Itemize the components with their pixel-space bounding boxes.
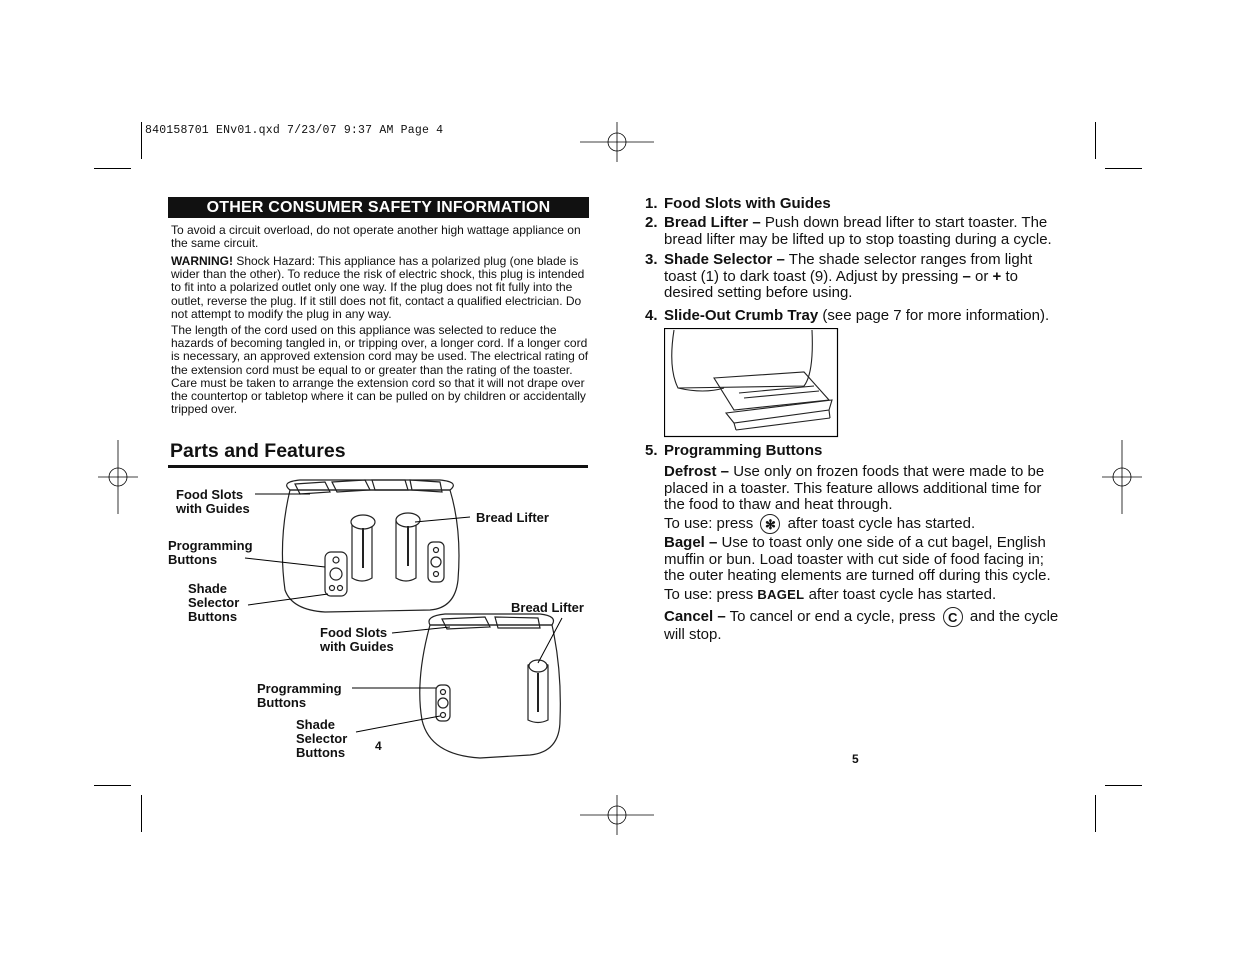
safety-paragraph-circuit: To avoid a circuit overload, do not operate another high wattage appliance on the same circuit.	[171, 223, 581, 251]
label-food-slots-2: Food Slots with Guides	[320, 625, 394, 654]
item-shade-selector: 3. Shade Selector – The shade selector ranges from light toast (1) to dark toast (9). Adjust by pressing – or + to desired setting before using.	[645, 251, 1033, 301]
crumb-tray-illustration	[664, 328, 839, 438]
label-food-slots-1: Food Slots with Guides	[176, 487, 250, 516]
defrost-usage: To use: press ✻ after toast cycle has started.	[664, 514, 976, 532]
label-shade-2: Shade Selector Buttons	[296, 717, 348, 760]
label-programming-2: Programming Buttons	[257, 681, 342, 710]
safety-banner: OTHER CONSUMER SAFETY INFORMATION	[168, 197, 589, 218]
cancel-icon: C	[943, 607, 963, 627]
item-bread-lifter: 2. Bread Lifter – Push down bread lifter to start toaster. The bread lifter may be lifted up to stop toasting during a cycle.	[645, 214, 1052, 248]
label-bread-lifter-1: Bread Lifter	[476, 510, 549, 525]
label-programming-1: Programming Buttons	[168, 538, 253, 567]
bagel-button-word: BAGEL	[757, 587, 805, 602]
warning-text: Shock Hazard: This appliance has a polarized plug (one blade is wider than the other). To reduce the risk of electric shock, this plug is intended to fit into a polarized outlet only one way. If the plug does not fit fully into the outlet, reverse the plug. If it still does not fit, contact a qualified electrician. Do not attempt to modify the plug in any way.	[171, 254, 585, 321]
bagel-usage: To use: press BAGEL after toast cycle has started.	[664, 586, 997, 603]
page-number-left: 4	[375, 739, 382, 753]
defrost-description: Defrost – Use only on frozen foods that were made to be placed in a toaster. This feature allows additional time for the food to thaw and heat through.	[664, 463, 1045, 513]
bagel-description: Bagel – Use to toast only one side of a cut bagel, English muffin or bun. Load toaster with cut side of food facing in; the outer heating elements are turned off during this cycle.	[664, 534, 1051, 584]
safety-paragraph-cord: The length of the cord used on this appliance was selected to reduce the hazards of becoming tangled in, or tripping over, a longer cord. If a longer cord is necessary, an approved extension cord may be used. The electrical rating of the extension cord must be equal to or greater than the rating of the toaster. Care must be taken to arrange the extension cord so that it will not drape over the countertop or tabletop where it can be pulled on by children or accidentally tripped over.	[171, 323, 589, 417]
label-shade-1: Shade Selector Buttons	[188, 581, 240, 624]
page-number-right: 5	[852, 752, 859, 766]
warning-label: WARNING!	[171, 254, 233, 268]
item-food-slots: 1. Food Slots with Guides	[645, 195, 831, 212]
safety-paragraph-warning	[171, 255, 589, 321]
cancel-description: Cancel – To cancel or end a cycle, press C and the cycle will stop.	[664, 607, 1059, 643]
defrost-icon: ✻	[760, 514, 780, 534]
item-crumb-tray: 4. Slide-Out Crumb Tray (see page 7 for more information).	[645, 307, 1050, 324]
parts-heading: Parts and Features	[170, 440, 346, 462]
label-bread-lifter-2: Bread Lifter	[511, 600, 584, 615]
item-programming-buttons: 5. Programming Buttons	[645, 442, 823, 459]
file-slug: 840158701 ENv01.qxd 7/23/07 9:37 AM Page 4	[145, 124, 444, 137]
heading-rule	[168, 465, 588, 468]
